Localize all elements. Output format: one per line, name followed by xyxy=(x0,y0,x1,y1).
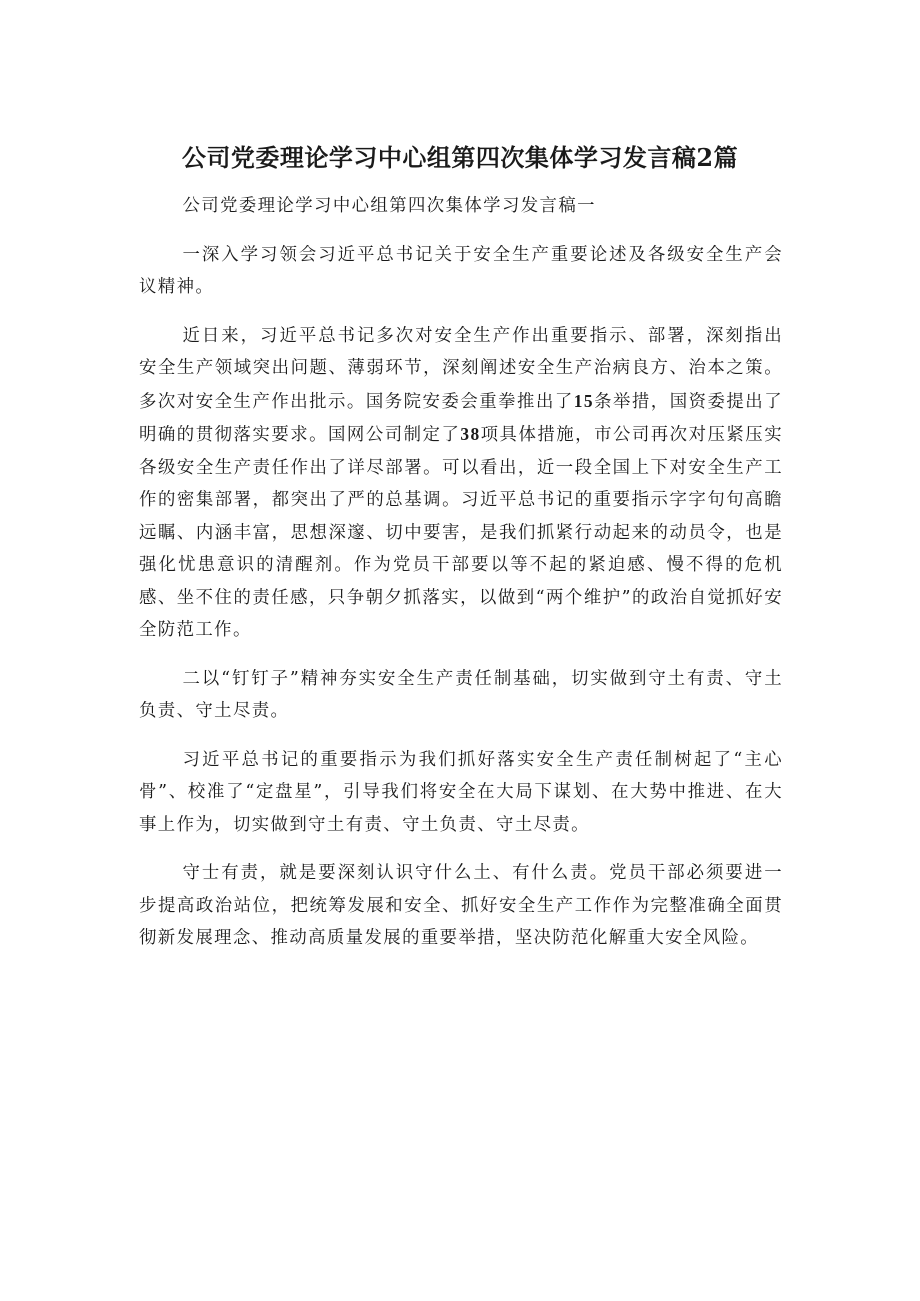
paragraph-text: 项具体措施，市公司再次对压紧压实各级安全生产责任作出了详尽部署。可以看出，近一段全国上下对安全生产工作的密集部署，都突出了严的总基调。习近平总书记的重要指示字字句句高瞻远瞩、内涵丰富，思想深邃、切中要害，是我们抓紧行动起来的动员令，也是强化忧患意识的清醒剂。作为党员干部要以等不起的紧迫感、慢不得的危机感、坐不住的责任感，只争朝夕抓落实，以做到“两个维护”的政治自觉抓好安全防范工作。 xyxy=(139,425,783,640)
body-paragraph: 守士有责，就是要深刻认识守什么土、有什么责。党员干部必须要进一步提高政治站位，把统筹发展和安全、抓好安全生产工作作为完整准确全面贯彻新发展理念、推动高质量发展的重要举措，坚决防范化解重大安全风险。 xyxy=(139,863,783,948)
paragraph-text: 条举措，国资委提出了明确的贯彻落实要求。国网公司制定了 xyxy=(139,391,783,445)
document-title: 公司党委理论学习中心组第四次集体学习发言稿2篇 xyxy=(181,143,739,172)
document-body xyxy=(139,190,783,955)
heading-paragraph-one: 一深入学习领会习近平总书记关于安全生产重要论述及各级安全生产会议精神。 xyxy=(139,244,783,297)
subtitle-paragraph: 公司党委理论学习中心组第四次集体学习发言稿一 xyxy=(182,196,596,216)
measure-count-15: 15 xyxy=(573,390,594,411)
body-paragraph xyxy=(139,320,783,647)
body-paragraph: 习近平总书记的重要指示为我们抓好落实安全生产责任制树起了“主心骨”、校准了“定盘星”，引导我们将安全在大局下谋划、在大势中推进、在大事上作为，切实做到守土有责、守土负责、守土尽责。 xyxy=(139,749,783,835)
measure-count-38: 38 xyxy=(460,424,481,444)
heading-paragraph-two: 二以“钉钉子”精神夯实安全生产责任制基础，切实做到守土有责、守土负责、守土尽责。 xyxy=(139,668,783,721)
paragraph-text: 近日来，习近平总书记多次对安全生产作出重要指示、部署，深刻指出安全生产领域突出问题、薄弱环节，深刻阐述安全生产治病良方、治本之策。多次对安全生产作出批示。国务院安委会重拳推出了 xyxy=(139,325,783,412)
